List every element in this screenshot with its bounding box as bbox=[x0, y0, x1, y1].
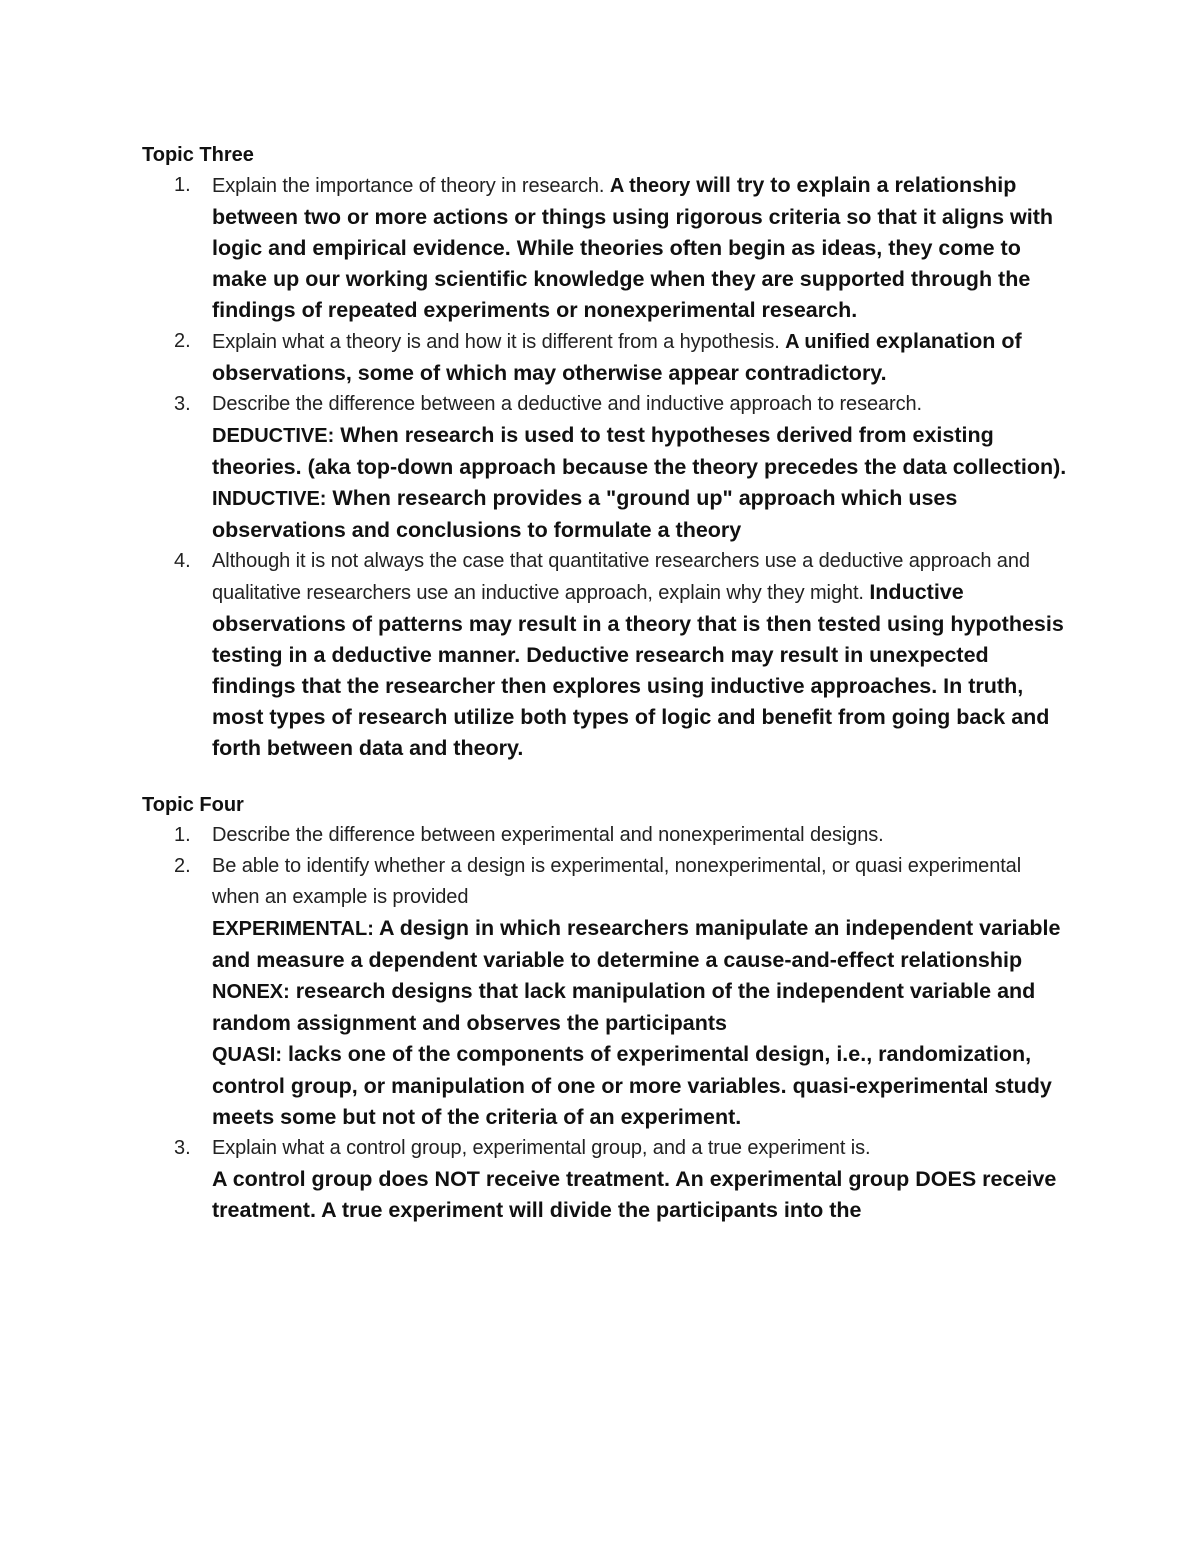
question-text: Explain what a theory is and how it is different from a hypothesis. bbox=[212, 331, 786, 353]
deductive-paragraph bbox=[212, 420, 1072, 483]
question-text: Be able to identify whether a design is experimental, nonexperimental, or quasi experimental when an example is provided bbox=[212, 855, 1022, 908]
list-item bbox=[142, 820, 1072, 851]
question-text: Describe the difference between a deductive and inductive approach to research. bbox=[212, 393, 922, 415]
list-item bbox=[142, 1133, 1072, 1226]
quasi-label: QUASI: bbox=[212, 1044, 282, 1066]
answer-paragraph bbox=[212, 1164, 1072, 1226]
list-item bbox=[142, 851, 1072, 1133]
item-number: 1. bbox=[174, 824, 191, 846]
quasi-text: lacks one of the components of experimental design, i.e., randomization, control group, or manipulation of one or more variables. quasi-experimental study meets some but not of the criteria of an experiment. bbox=[212, 1042, 1052, 1129]
experimental-text: A design in which researchers manipulate an independent variable and measure a dependent variable to determine a cause-and-effect relationship bbox=[212, 916, 1061, 972]
item-number: 3. bbox=[174, 1137, 191, 1159]
item-number: 2. bbox=[174, 855, 191, 877]
document-content bbox=[142, 140, 1072, 1226]
question-text: Explain the importance of theory in research. bbox=[212, 175, 610, 197]
list-item bbox=[142, 326, 1072, 389]
answer-text: Inductive observations of patterns may result in a theory that is then tested using hypothesis testing in a deductive manner. Deductive research may result in unexpected findings that the researcher then explores using inductive approaches. In truth, most types of research utilize both types of logic and benefit from going back and forth between data and theory. bbox=[212, 580, 1064, 760]
question-text: Explain what a control group, experimental group, and a true experiment is. bbox=[212, 1137, 871, 1159]
list-item bbox=[142, 546, 1072, 764]
topic-three-list bbox=[142, 170, 1072, 764]
question-text: Although it is not always the case that quantitative researchers use a deductive approach and qualitative researchers use an inductive approach, explain why they might. bbox=[212, 550, 1030, 604]
experimental-label: EXPERIMENTAL: bbox=[212, 918, 374, 940]
item-number: 1. bbox=[174, 174, 191, 196]
topic-three-heading: Topic Three bbox=[142, 144, 254, 166]
item-number: 4. bbox=[174, 550, 191, 572]
inductive-paragraph bbox=[212, 483, 1072, 546]
topic-three-section bbox=[142, 140, 1072, 764]
answer-lead: A unified bbox=[785, 331, 870, 353]
answer-text: A control group does NOT receive treatment. An experimental group DOES receive treatment. A true experiment will divide the participants into the bbox=[212, 1167, 1057, 1222]
answer-text: will try to explain a relationship between two or more actions or things using rigorous criteria so that it aligns with logic and empirical evidence. While theories often begin as ideas, they come to make up our working scientific knowledge when they are supported through the findings of repeated experiments or nonexperimental research. bbox=[212, 173, 1053, 322]
list-item bbox=[142, 389, 1072, 546]
nonex-paragraph bbox=[212, 976, 1072, 1039]
inductive-text: When research provides a "ground up" approach which uses observations and conclusions to formulate a theory bbox=[212, 486, 958, 542]
answer-text: explanation of observations, some of which may otherwise appear contradictory. bbox=[212, 329, 1022, 385]
topic-four-section bbox=[142, 790, 1072, 1226]
nonex-label: NONEX: bbox=[212, 981, 290, 1003]
quasi-paragraph bbox=[212, 1039, 1072, 1133]
topic-four-list bbox=[142, 820, 1072, 1226]
deductive-text: When research is used to test hypotheses derived from existing theories. (aka top-down approach because the theory precedes the data collection). bbox=[212, 423, 1067, 479]
inductive-label: INDUCTIVE: bbox=[212, 488, 327, 510]
deductive-label: DEDUCTIVE: bbox=[212, 425, 335, 447]
question-text: Describe the difference between experimental and nonexperimental designs. bbox=[212, 824, 884, 846]
item-number: 3. bbox=[174, 393, 191, 415]
answer-lead: A theory bbox=[609, 175, 691, 197]
experimental-paragraph bbox=[212, 913, 1072, 976]
nonex-text: research designs that lack manipulation of the independent variable and random assignment and observes the participants bbox=[212, 979, 1036, 1035]
topic-four-heading: Topic Four bbox=[142, 794, 244, 816]
item-number: 2. bbox=[174, 330, 191, 352]
list-item bbox=[142, 170, 1072, 326]
